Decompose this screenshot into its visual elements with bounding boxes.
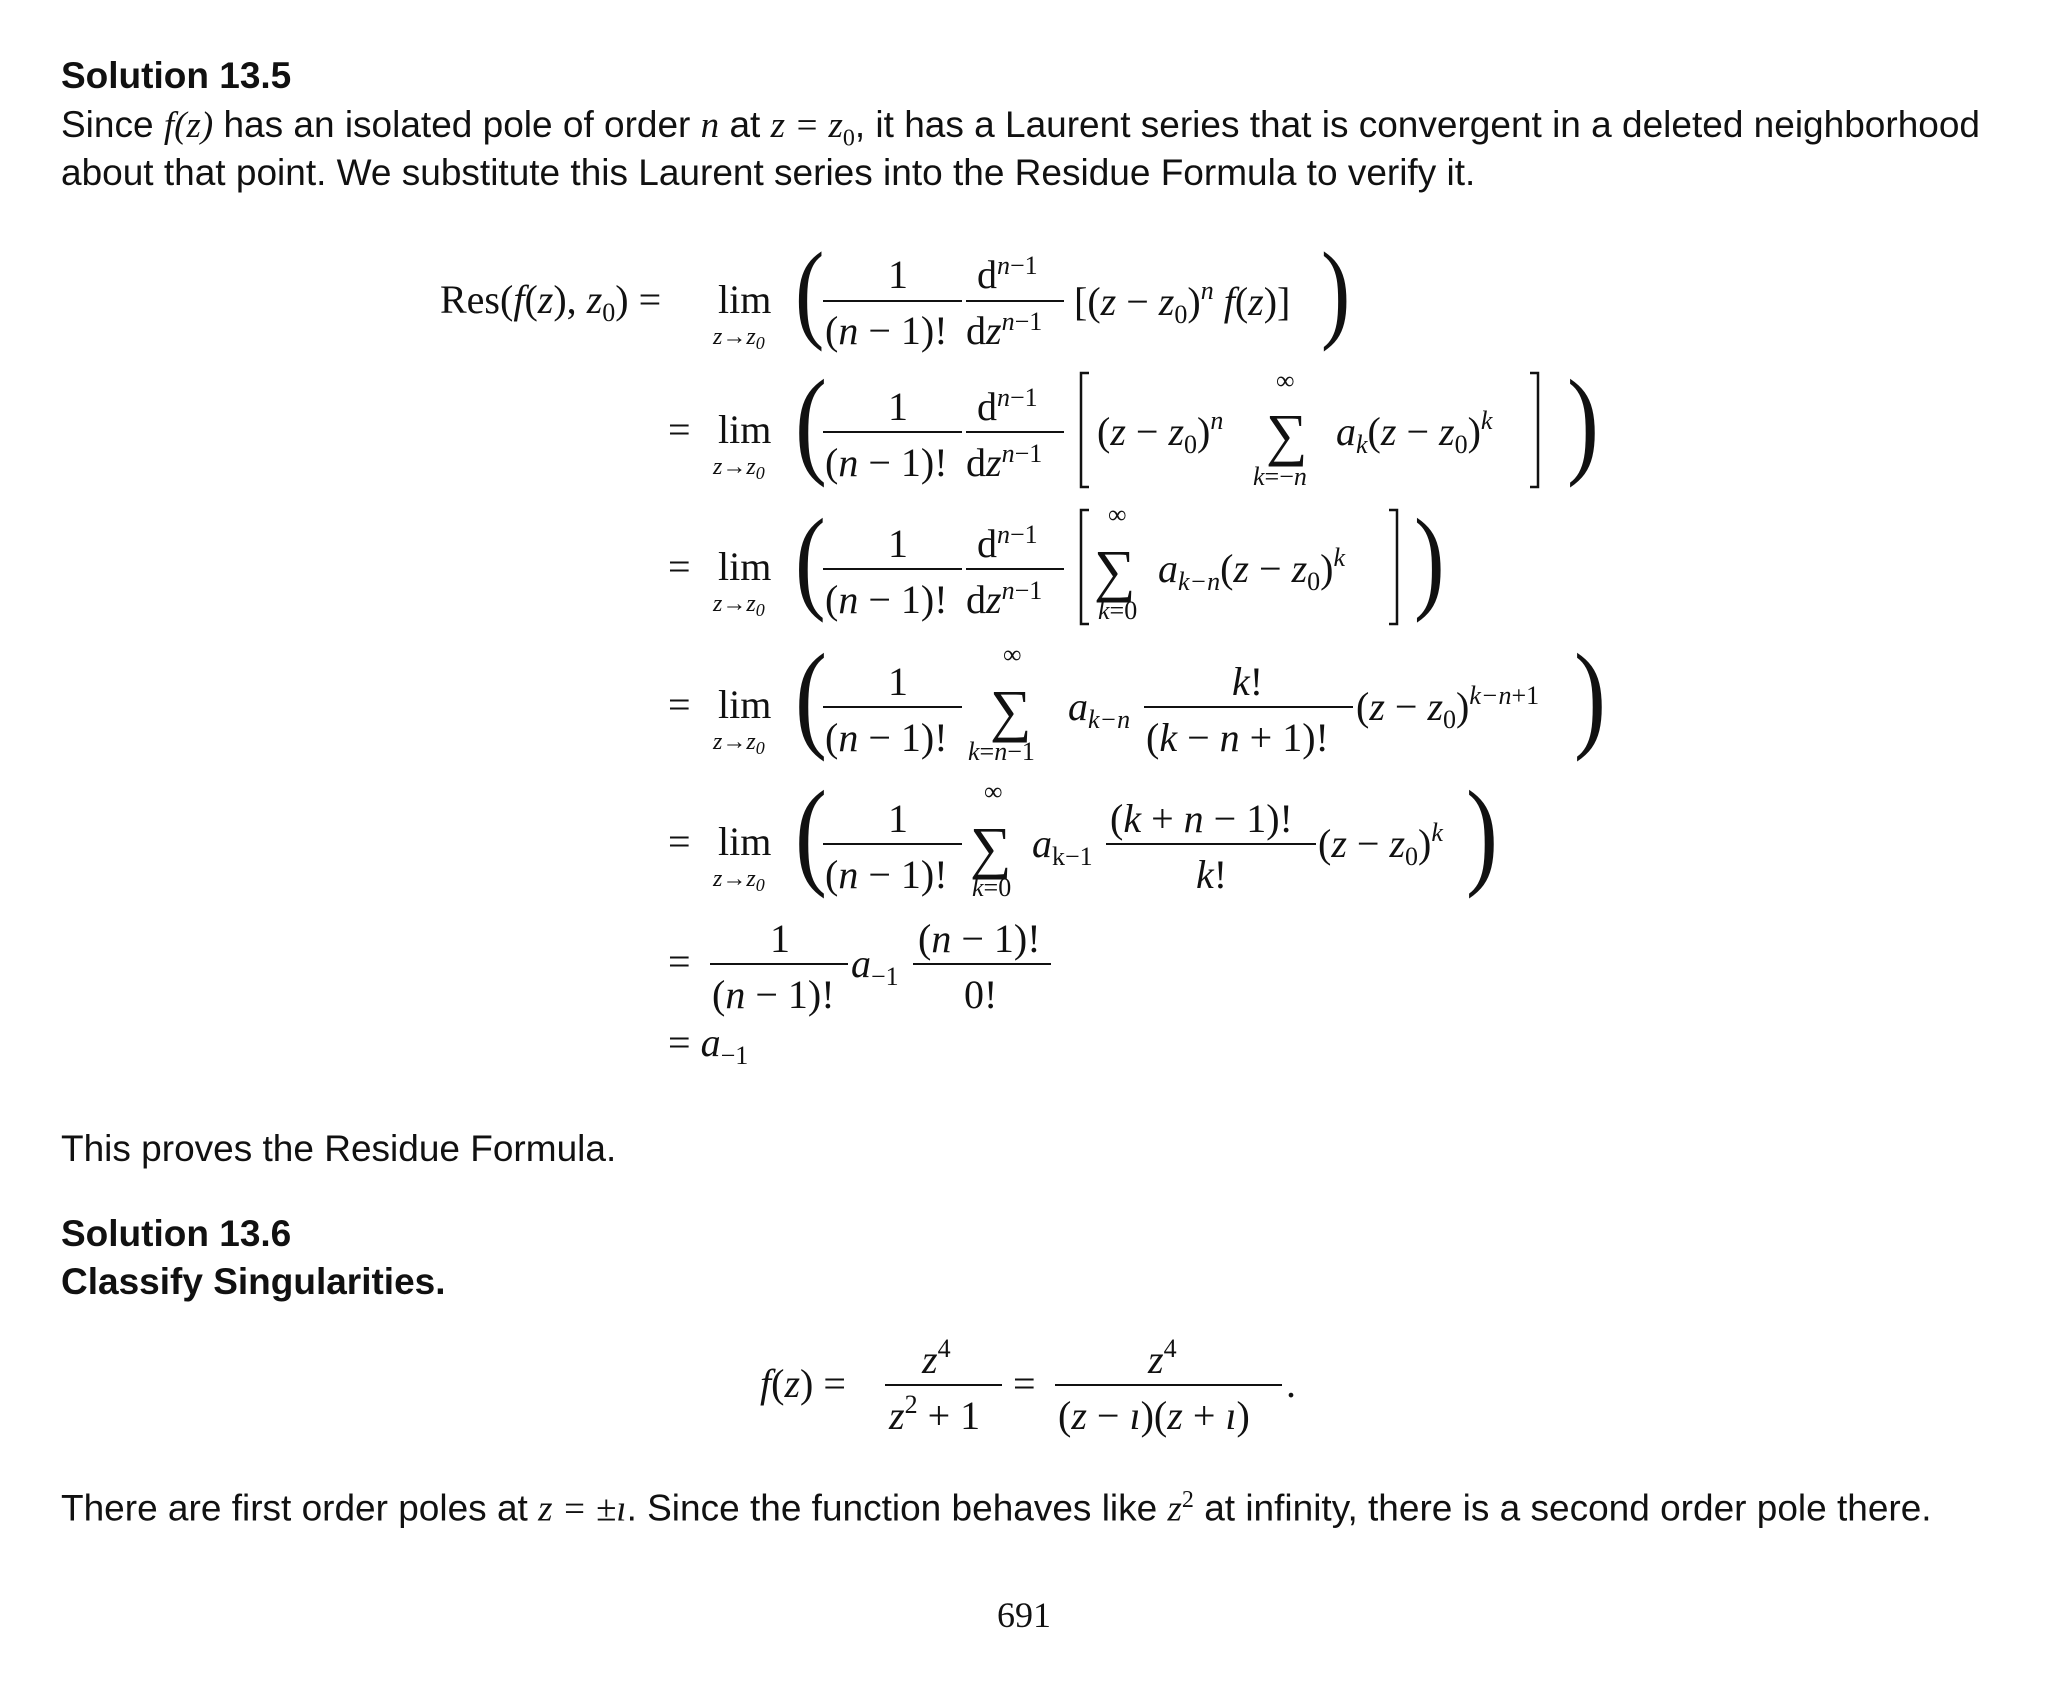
svg-text:(: ( xyxy=(795,628,827,763)
svg-text:[(z − z0)n f(z)]: [$(z - z_0)^n$ f(z)] xyxy=(1074,276,1291,329)
svg-text:z4: $z^4$ xyxy=(922,1334,951,1382)
svg-text:z→z0: $z\to z_0$ xyxy=(713,591,765,620)
solution-13-5-intro-line-2: about that point. We substitute this Laurent series into the Residue Formula to verify it. xyxy=(61,152,1476,193)
svg-text:∞: ∞ xyxy=(984,777,1003,806)
solution-13-6-explanation: There are first order poles at z = ±ı. Since the function behaves like $z^2$ at infinity, there is a second order pole there. xyxy=(61,1487,1932,1530)
svg-text:=: = xyxy=(668,939,691,984)
svg-text:(: ( xyxy=(795,240,825,353)
svg-text:∑: ∑ xyxy=(970,815,1012,880)
svg-text:1: 1 xyxy=(888,659,908,704)
svg-text:1: 1 xyxy=(888,796,908,841)
svg-text:(n − 1)!: (n − 1)! xyxy=(825,308,948,353)
svg-text:(: ( xyxy=(795,495,826,624)
svg-text:(: ( xyxy=(795,765,827,900)
derivation-line-6 xyxy=(668,916,1051,1017)
svg-text:(n − 1)!: (n − 1)! xyxy=(825,715,948,760)
svg-text:): ) xyxy=(1466,765,1498,900)
svg-text:ak(z − z0)k: $a_k(z - z_0)^k$ xyxy=(1336,406,1493,459)
svg-text:(: ( xyxy=(795,354,827,489)
svg-text:(z − ı)(z + ı): (z − ı)(z + ı) xyxy=(1058,1393,1250,1438)
derivation-line-7 xyxy=(668,1020,748,1070)
svg-text:=: = xyxy=(668,819,691,864)
derivation-line-1 xyxy=(440,240,1350,353)
svg-text:z→z0: $z\to z_0$ xyxy=(713,729,765,758)
svg-text:lim: lim xyxy=(718,682,772,727)
svg-text:): ) xyxy=(1321,240,1351,353)
svg-text:lim: lim xyxy=(718,544,772,589)
svg-text:∑: ∑ xyxy=(1094,538,1136,603)
svg-text:∞: ∞ xyxy=(1276,366,1295,395)
svg-text:(k − n + 1)!: (k − n + 1)! xyxy=(1146,715,1329,760)
derivation-line-4 xyxy=(668,629,1606,766)
svg-text:dn−1: $d^n-1$ xyxy=(977,251,1038,297)
svg-text:lim: lim xyxy=(718,277,772,322)
svg-text:ak−n(z − z0)k: $a_{k-n}(z - z_0)^k$ xyxy=(1158,543,1346,596)
svg-text:lim: lim xyxy=(718,819,772,864)
svg-text:): ) xyxy=(1414,495,1445,624)
svg-text:lim: lim xyxy=(718,407,772,452)
svg-text:=: = xyxy=(668,544,691,589)
svg-text:ak−1: $a_{k-1}$ xyxy=(1032,821,1093,871)
svg-text:k=−n: k=−n xyxy=(1253,462,1307,491)
svg-text:(z − z0)n: $(z - z_0)^n$ xyxy=(1097,406,1224,459)
svg-text:): ) xyxy=(1574,628,1606,763)
svg-text:k!: k! xyxy=(1232,659,1264,704)
svg-text:1: 1 xyxy=(770,916,790,961)
svg-text:k!: k! xyxy=(1196,852,1228,897)
svg-text:z4: $z^4$ xyxy=(1148,1334,1177,1382)
svg-text:(z − z0)k−n+1: $(z - z_0)^{k-n}+1$ xyxy=(1356,681,1540,734)
solution-13-5-heading: Solution 13.5 xyxy=(61,55,292,96)
solution-13-6-subheading: Classify Singularities. xyxy=(61,1261,446,1302)
page-number: 691 xyxy=(997,1595,1051,1635)
svg-text:= a−1: = $a_{-1}$ xyxy=(668,1020,749,1070)
solution-13-6-heading: Solution 13.6 xyxy=(61,1213,292,1254)
svg-text:dn−1: $d^n-1$ xyxy=(977,383,1038,429)
derivation-line-2 xyxy=(668,355,1599,491)
svg-text:k=0: k=0 xyxy=(972,873,1012,902)
svg-text:dzn−1: $dz^n-1$ xyxy=(966,307,1043,353)
svg-text:dzn−1: $dz^n-1$ xyxy=(966,576,1043,622)
svg-text:∑: ∑ xyxy=(1266,402,1308,467)
svg-text:=: = xyxy=(668,682,691,727)
solution-13-5-intro-line-1: Since f(z) has an isolated pole of order n at $z = z_0$, it has a Laurent series that is convergent in a deleted neighborhood xyxy=(61,104,1980,152)
svg-text:k=n−1: k=n−1 xyxy=(968,737,1035,766)
svg-text:Res(f(z), z0) =: Res(f(z), $z_0$) = xyxy=(440,277,662,327)
svg-text:1: 1 xyxy=(888,384,908,429)
svg-text:∑: ∑ xyxy=(990,678,1032,743)
svg-text:1: 1 xyxy=(888,521,908,566)
svg-text:a−1: $a_{-1}$ xyxy=(851,941,899,991)
svg-text:∞: ∞ xyxy=(1108,500,1127,529)
svg-text:dn−1: $d^n-1$ xyxy=(977,520,1038,566)
svg-text:1: 1 xyxy=(888,252,908,297)
svg-text:(n − 1)!: (n − 1)! xyxy=(825,852,948,897)
svg-text:z→z0: $z\to z_0$ xyxy=(713,454,765,483)
svg-text:(n − 1)!: (n − 1)! xyxy=(825,577,948,622)
derivation-line-3 xyxy=(668,495,1445,625)
singularity-equation xyxy=(0,1325,2048,1455)
svg-text:z→z0: $z\to z_0$ xyxy=(713,324,765,353)
svg-text:∞: ∞ xyxy=(1003,640,1022,669)
solution-13-5-conclusion: This proves the Residue Formula. xyxy=(61,1128,617,1169)
svg-text:(n − 1)!: (n − 1)! xyxy=(825,440,948,485)
svg-text:): ) xyxy=(1567,354,1599,489)
svg-text:(z − z0)k: $(z - z_0)^k$ xyxy=(1318,818,1443,871)
svg-text:.: . xyxy=(1286,1361,1296,1406)
svg-text:0!: 0! xyxy=(964,972,998,1017)
derivation-line-5 xyxy=(668,766,1498,902)
svg-text:z→z0: $z\to z_0$ xyxy=(713,866,765,895)
svg-text:k=0: k=0 xyxy=(1098,596,1138,625)
svg-text:z2 + 1: $z^2 + 1$ xyxy=(889,1390,981,1438)
svg-text:(k + n − 1)!: (k + n − 1)! xyxy=(1110,796,1293,841)
svg-text:dzn−1: $dz^n-1$ xyxy=(966,439,1043,485)
residue-derivation xyxy=(0,240,2048,1100)
svg-text:ak−n: $a_{k-n}$ xyxy=(1068,684,1131,734)
svg-text:f(z) =: f(z) = xyxy=(760,1361,846,1406)
svg-text:(n − 1)!: (n − 1)! xyxy=(918,916,1041,961)
svg-text:(n − 1)!: (n − 1)! xyxy=(712,972,835,1017)
svg-text:=: = xyxy=(668,407,691,452)
svg-text:=: = xyxy=(1013,1361,1036,1406)
